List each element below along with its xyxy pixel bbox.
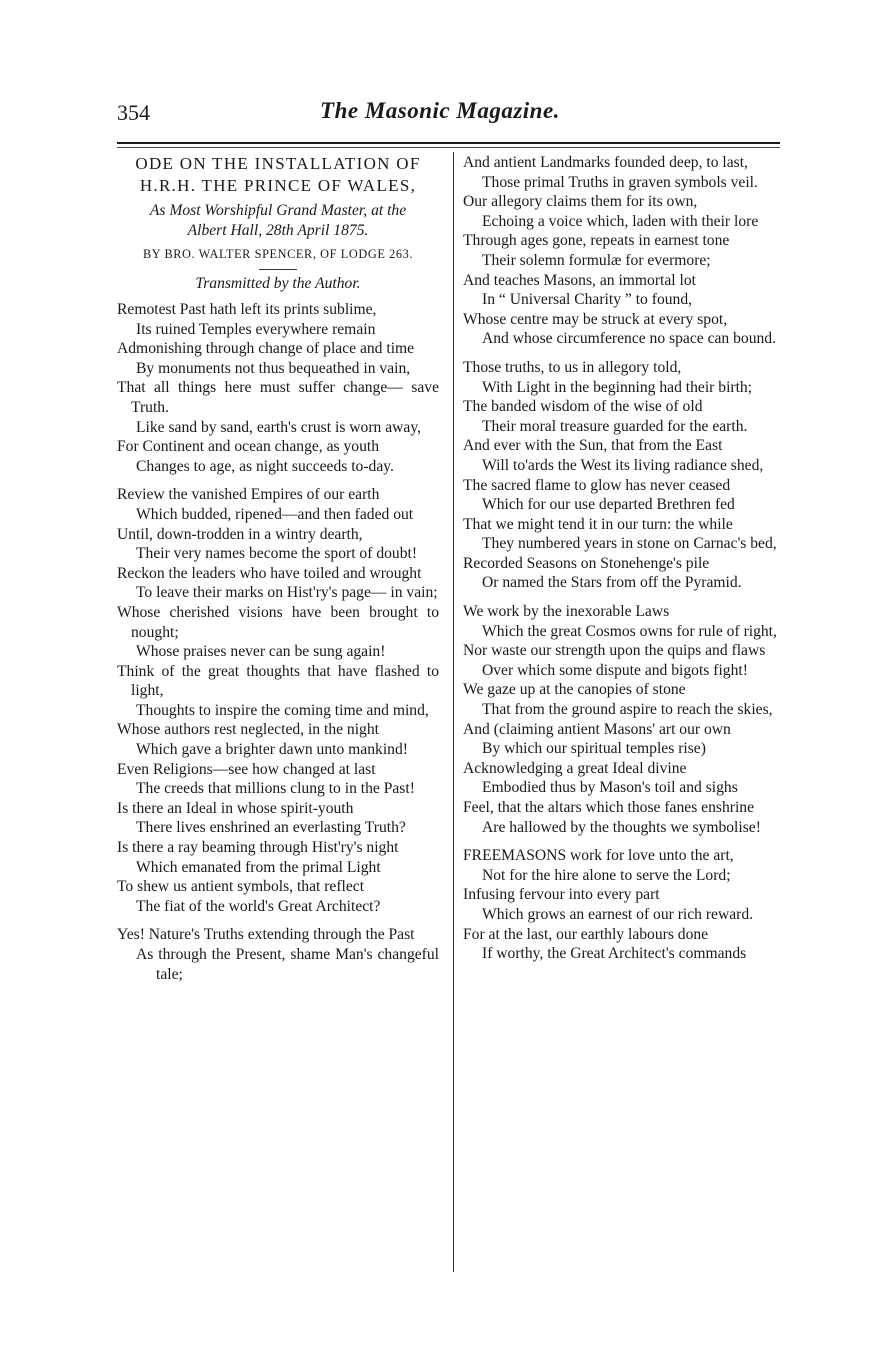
verse-line: And (claiming antient Masons' art our own [463,720,731,738]
verse-line: Are hallowed by the thoughts we symbolise! [482,818,761,836]
verse-line: Review the vanished Empires of our earth [117,486,380,504]
verse-line: There lives enshrined an everlasting Truth? [136,819,406,837]
verse-line: With Light in the beginning had their birth; [482,378,753,396]
verse-line: And antient Landmarks founded deep, to last, [463,154,748,171]
verse-line: And teaches Masons, an immortal lot [463,271,696,289]
verse-line: Whose cherished visions have been brought to nought; [117,603,439,641]
byline-rule [259,269,297,270]
verse-line: Nor waste our strength upon the quips and flaws [463,642,766,660]
verse-line: FREEMASONS work for love unto the art, [463,847,734,865]
verse-line: Reckon the leaders who have toiled and wrought [117,564,422,582]
verse-line: Infusing fervour into every part [463,886,660,904]
left-stanzas [117,300,439,984]
verse-line: Which the great Cosmos owns for rule of right, [482,622,777,640]
verse-line: To leave their marks on Hist'ry's page— in vain; [136,584,438,602]
column-divider [453,152,454,1272]
verse-line: Or named the Stars from off the Pyramid. [482,574,742,592]
stanza [117,300,439,476]
verse-line: By which our spiritual temples rise) [482,740,706,758]
verse-line: Remotest Past hath left its prints sublime, [117,301,377,318]
verse-line: Echoing a voice which, laden with their lore [482,212,759,230]
left-column [117,153,439,984]
verse-line: Recorded Seasons on Stonehenge's pile [463,554,710,572]
verse-line: The sacred flame to glow has never ceased [463,476,731,494]
verse-line: Is there a ray beaming through Hist'ry's night [117,839,399,857]
verse-line: Whose centre may be struck at every spot, [463,310,728,328]
stanza [117,485,439,916]
stanza [463,358,781,593]
verse-line: They numbered years in stone on Carnac's bed, [482,535,777,553]
transmitted-note: Transmitted by the Author. [195,275,361,292]
stanza [117,925,439,984]
verse-line: Those truths, to us in allegory told, [463,358,682,376]
stanza [463,846,781,964]
verse-line: Which gave a brighter dawn unto mankind! [136,741,408,759]
verse-line: If worthy, the Great Architect's commands [482,945,747,963]
verse-line: Which grows an earnest of our rich reward. [482,905,754,923]
verse-line: For Continent and ocean change, as youth [117,438,379,456]
verse-line: The fiat of the world's Great Architect? [136,897,381,915]
verse-line: That all things here must suffer change— save Truth. [117,379,439,416]
verse-line: Think of the great thoughts that have flashed to light, [117,662,439,700]
verse-line: In “ Universal Charity ” to found, [482,291,693,309]
verse-line: Their moral treasure guarded for the earth. [482,417,748,435]
verse-line: Which emanated from the primal Light [136,858,381,876]
verse-line: Which budded, ripened—and then faded out [136,505,414,523]
verse-line: Until, down-trodden in a wintry dearth, [117,525,363,543]
running-title: The Masonic Magazine. [320,98,560,123]
verse-line: Over which some dispute and bigots fight! [482,661,748,679]
verse-line: Our allegory claims them for its own, [463,193,698,211]
verse-line: Through ages gone, repeats in earnest tone [463,232,730,250]
verse-line: And whose circumference no space can bound. [482,330,776,348]
verse-line: To shew us antient symbols, that reflect [117,878,365,896]
verse-line: Embodied thus by Mason's toil and sighs [482,779,738,797]
verse-line: That from the ground aspire to reach the skies, [482,701,773,719]
right-column [463,153,781,964]
verse-line: Whose authors rest neglected, in the night [117,721,379,739]
right-stanzas [463,153,781,964]
verse-line: Those primal Truths in graven symbols veil. [482,173,758,191]
poem-subtitle-line-2: Albert Hall, 28th April 1875. [187,222,369,239]
verse-line: As through the Present, shame Man's changeful tale; [136,946,439,983]
verse-line: Their very names become the sport of doubt! [136,545,418,563]
poem-byline: BY BRO. WALTER SPENCER, OF LODGE 263. [142,247,414,261]
verse-line: And ever with the Sun, that from the East [463,437,723,455]
poem-title-line-2: H.R.H. THE PRINCE OF WALES, [139,176,417,195]
verse-line: We gaze up at the canopies of stone [463,681,686,699]
page-number: 354 [117,100,150,125]
verse-line: The creeds that millions clung to in the Past! [136,780,415,798]
verse-line: Feel, that the altars which those fanes enshrine [463,799,754,816]
verse-line: For at the last, our earthly labours done [463,925,709,943]
verse-line: Is there an Ideal in whose spirit-youth [117,799,354,817]
header-rule-thin [117,147,780,148]
verse-line: Even Religions—see how changed at last [117,760,376,778]
verse-line: Admonishing through change of place and time [117,340,415,358]
verse-line: Changes to age, as night succeeds to-day. [136,457,394,475]
verse-line: We work by the inexorable Laws [463,603,670,621]
verse-line: The banded wisdom of the wise of old [463,398,703,416]
poem-title-line-1: ODE ON THE INSTALLATION OF [135,154,421,173]
verse-line: Its ruined Temples everywhere remain [136,320,376,338]
verse-line: Their solemn formulæ for evermore; [482,251,711,269]
poem-subtitle-line-1: As Most Worshipful Grand Master, at the [149,202,407,219]
verse-line: Like sand by sand, earth's crust is worn away, [136,418,422,436]
verse-line: Thoughts to inspire the coming time and mind, [136,701,429,719]
verse-line: Will to'ards the West its living radiance shed, [482,456,764,474]
stanza [463,153,781,349]
verse-line: Not for the hire alone to serve the Lord; [482,866,731,884]
verse-line: Which for our use departed Brethren fed [482,496,735,514]
header-rule [117,142,780,144]
stanza [463,602,781,837]
verse-line: By monuments not thus bequeathed in vain, [136,359,411,377]
verse-line: Yes! Nature's Truths extending through the Past [117,926,415,944]
verse-line: Whose praises never can be sung again! [136,643,386,661]
verse-line: That we might tend it in our turn: the while [463,515,733,533]
verse-line: Acknowledging a great Ideal divine [463,759,687,777]
